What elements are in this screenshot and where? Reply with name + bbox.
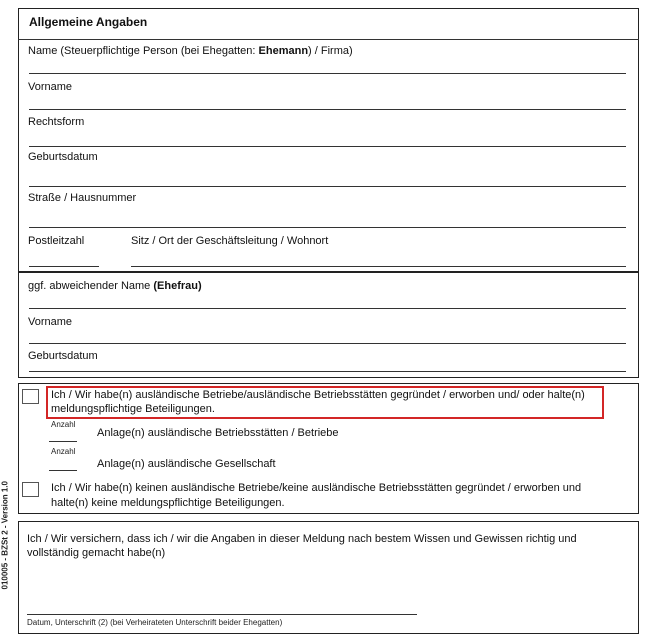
assurance-text-line1: Ich / Wir versichern, dass ich / wir die Angaben in dieser Meldung nach bestem Wissen und Gewissen richtig und — [27, 533, 577, 545]
anlage-gesellschaft-label: Anlage(n) ausländische Gesellschaft — [97, 458, 276, 470]
spouse-name-label: ggf. abweichender Name (Ehefrau) — [28, 280, 202, 292]
sitz-field[interactable] — [131, 266, 626, 267]
postleitzahl-label: Postleitzahl — [28, 235, 85, 247]
anzahl-label-2: Anzahl — [51, 447, 76, 456]
name-label: Name (Steuerpflichtige Person (bei Ehegatten: Ehemann) / Firma) — [28, 45, 353, 57]
signature-label: Datum, Unterschrift (2) (bei Verheirateten Unterschrift beider Ehegatten) — [27, 618, 283, 627]
postleitzahl-field[interactable] — [29, 266, 99, 267]
name-field[interactable] — [29, 73, 626, 74]
spouse-vorname-label: Vorname — [28, 316, 73, 328]
spouse-geburtsdatum-field[interactable] — [29, 371, 626, 372]
anlage-betriebe-label: Anlage(n) ausländische Betriebsstätten / Betriebe — [97, 427, 339, 439]
assurance-text-line2: vollständig gemacht habe(n) — [27, 547, 166, 559]
anzahl-gesellschaft-field[interactable] — [49, 470, 77, 471]
option1-checkbox[interactable] — [22, 389, 39, 404]
highlight-box — [46, 386, 604, 419]
rechtsform-field[interactable] — [29, 146, 626, 147]
vorname-field[interactable] — [29, 109, 626, 110]
strasse-field[interactable] — [29, 227, 626, 228]
spouse-geburtsdatum-label: Geburtsdatum — [28, 350, 98, 362]
rechtsform-label: Rechtsform — [28, 116, 85, 128]
section-title-divider — [18, 39, 639, 40]
signature-field[interactable] — [27, 614, 417, 615]
anzahl-label-1: Anzahl — [51, 420, 76, 429]
anzahl-betriebe-field[interactable] — [49, 441, 77, 442]
geburtsdatum-label: Geburtsdatum — [28, 151, 98, 163]
spouse-vorname-field[interactable] — [29, 343, 626, 344]
sitz-label: Sitz / Ort der Geschäftsleitung / Wohnort — [131, 235, 329, 247]
form-code: 010005 - BZSt 2 - Version 1.0 — [0, 481, 10, 590]
spouse-name-field[interactable] — [29, 308, 626, 309]
vorname-label: Vorname — [28, 81, 73, 93]
section-title: Allgemeine Angaben — [29, 15, 148, 29]
option2-checkbox[interactable] — [22, 482, 39, 497]
option1-text-line1: Ich / Wir habe(n) ausländische Betriebe/ausländische Betriebsstätten gegründet / erworben und/ oder halte(n) — [51, 389, 585, 401]
strasse-label: Straße / Hausnummer — [28, 192, 137, 204]
geburtsdatum-field[interactable] — [29, 186, 626, 187]
option2-text-line1: Ich / Wir habe(n) keinen ausländische Betriebe/keine ausländische Betriebsstätten gegründet / erworben und — [51, 482, 582, 494]
option1-text-line2: meldungspflichtige Beteiligungen. — [51, 403, 215, 415]
option2-text-line2: halte(n) keine meldungspflichtige Beteiligungen. — [51, 497, 285, 509]
